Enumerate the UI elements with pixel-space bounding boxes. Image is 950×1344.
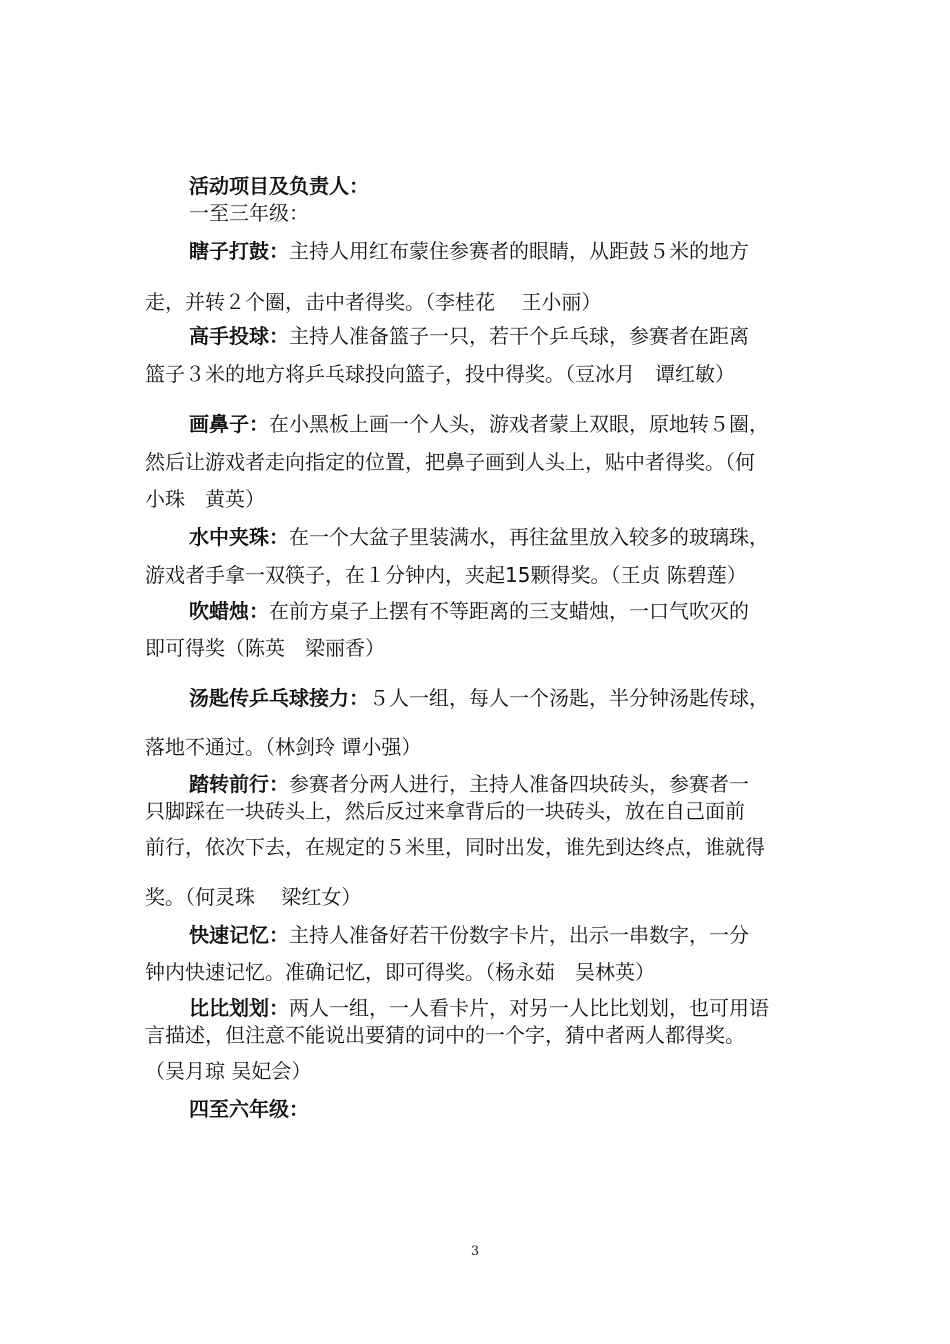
item-text: 言描述，但注意不能说出要猜的词中的一个字，猜中者两人都得奖。 xyxy=(145,1023,745,1047)
grade-1-3-heading: 一至三年级： xyxy=(189,201,309,225)
item-paragraph xyxy=(189,237,749,265)
item-paragraph xyxy=(189,322,749,350)
section-heading: 活动项目及负责人： xyxy=(189,174,369,198)
item-title: 比比划划： xyxy=(189,996,289,1020)
item-title: 高手投球： xyxy=(189,324,289,348)
item-text: 然后让游戏者走向指定的位置，把鼻子画到人头上，贴中者得奖。（何 xyxy=(145,450,755,474)
item-text: 走，并转２个圈，击中者得奖。（李桂花 王小丽） xyxy=(145,290,602,314)
item-text: （吴月琼 吴妃会） xyxy=(145,1059,312,1083)
item-text: 篮子３米的地方将乒乓球投向篮子，投中得奖。（豆冰月 谭红敏） xyxy=(145,362,735,386)
item-text: 小珠 黄英） xyxy=(145,487,265,511)
item-paragraph xyxy=(189,597,749,625)
item-title: 吹蜡烛： xyxy=(189,599,269,623)
item-paragraph xyxy=(189,770,749,798)
item-text: 奖。（何灵珠 梁红女） xyxy=(145,885,362,909)
item-text: 在一个大盆子里装满水，再往盆里放入较多的玻璃珠， xyxy=(289,525,769,549)
item-title: 汤匙传乒乓球接力： xyxy=(189,686,369,710)
item-text: 主持人准备篮子一只，若干个乒乓球，参赛者在距离 xyxy=(289,324,749,348)
item-paragraph xyxy=(189,523,769,551)
item-title: 画鼻子： xyxy=(189,412,269,436)
item-paragraph xyxy=(189,684,769,712)
item-text: 在小黑板上画一个人头，游戏者蒙上双眼，原地转５圈， xyxy=(269,412,769,436)
item-title: 瞎子打鼓： xyxy=(189,239,289,263)
item-text: ５人一组，每人一个汤匙，半分钟汤匙传球， xyxy=(369,686,769,710)
page-number: 3 xyxy=(470,1244,480,1259)
item-title: 水中夹珠： xyxy=(189,525,289,549)
item-text: 主持人用红布蒙住参赛者的眼睛，从距鼓５米的地方 xyxy=(289,239,749,263)
item-text: 前行，依次下去，在规定的５米里，同时出发，谁先到达终点，谁就得 xyxy=(145,835,765,859)
item-text: 只脚踩在一块砖头上，然后反过来拿背后的一块砖头，放在自己面前 xyxy=(145,799,745,823)
item-text: 落地不通过。（林剑玲 谭小强） xyxy=(145,735,422,759)
item-paragraph xyxy=(189,921,749,949)
item-text: 钟内快速记忆。准确记忆，即可得奖。（杨永茹 吴林英） xyxy=(145,960,655,984)
item-paragraph xyxy=(189,410,769,438)
item-text: 游戏者手拿一双筷子，在１分钟内，夹起15颗得奖。（王贞 陈碧莲） xyxy=(145,563,747,587)
item-text: 即可得奖（陈英 梁丽香） xyxy=(145,636,385,660)
item-text: 参赛者分两人进行，主持人准备四块砖头，参赛者一 xyxy=(289,772,749,796)
item-title: 踏转前行： xyxy=(189,772,289,796)
item-title: 快速记忆： xyxy=(189,923,289,947)
item-text: 主持人准备好若干份数字卡片，出示一串数字，一分 xyxy=(289,923,749,947)
item-paragraph xyxy=(189,994,769,1022)
grade-4-6-heading: 四至六年级： xyxy=(189,1097,309,1121)
item-text: 两人一组，一人看卡片，对另一人比比划划，也可用语 xyxy=(289,996,769,1020)
item-text: 在前方桌子上摆有不等距离的三支蜡烛，一口气吹灭的 xyxy=(269,599,749,623)
